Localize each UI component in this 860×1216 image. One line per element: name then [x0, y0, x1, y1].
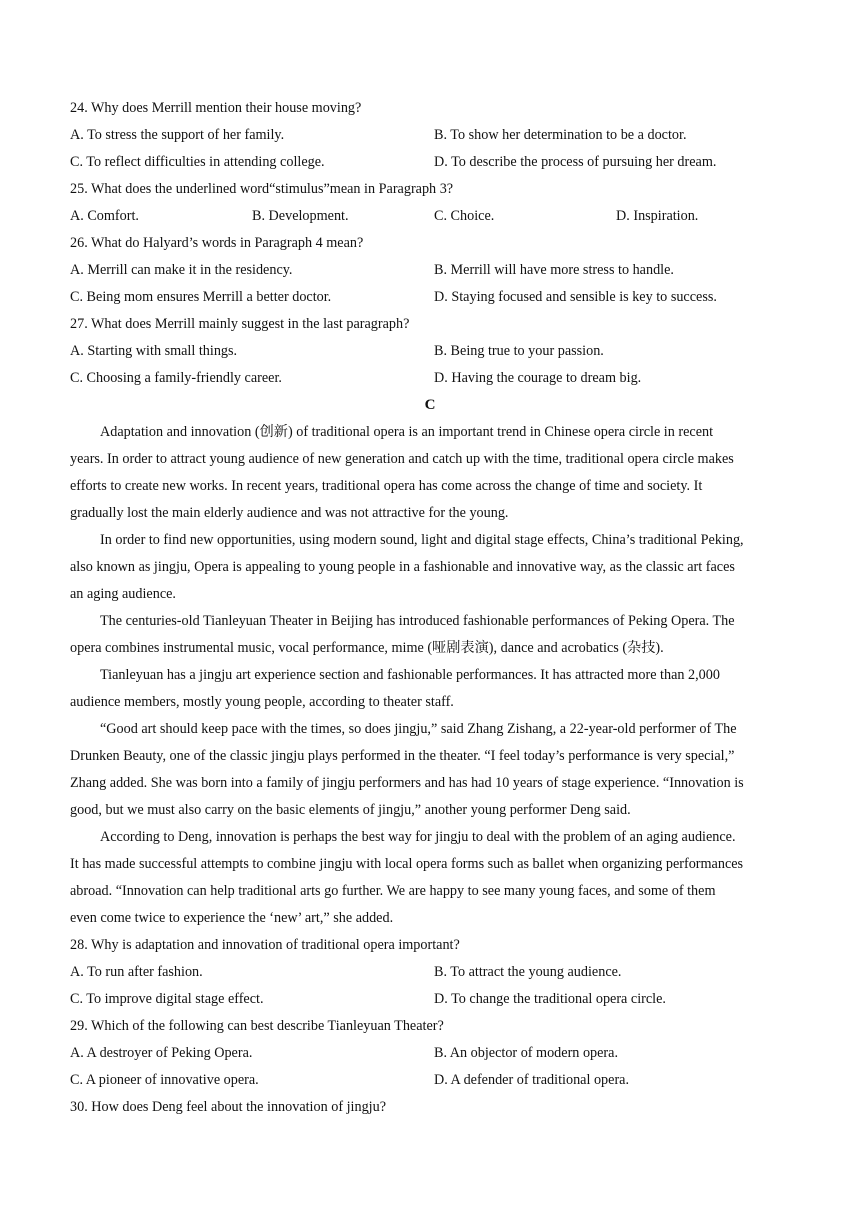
option-25d: D. Inspiration.	[616, 208, 699, 224]
option-28d: D. To change the traditional opera circle.	[434, 991, 666, 1007]
option-29d: D. A defender of traditional opera.	[434, 1072, 630, 1088]
option-24a: A. To stress the support of her family.	[70, 127, 285, 143]
question-stem-24: 24. Why does Merrill mention their house moving?	[70, 100, 362, 116]
passage-line: Tianleyuan has a jingju art experience section and fashionable performances. It has attracted more than 2,000	[100, 667, 720, 683]
option-24d: D. To describe the process of pursuing her dream.	[434, 154, 717, 170]
passage-line: Drunken Beauty, one of the classic jingju plays performed in the theater. “I feel today’s performance is very special,”	[70, 748, 735, 764]
option-26c: C. Being mom ensures Merrill a better doctor.	[70, 289, 332, 305]
option-29a: A. A destroyer of Peking Opera.	[70, 1045, 253, 1061]
question-stem-30: 30. How does Deng feel about the innovation of jingju?	[70, 1099, 386, 1115]
passage-line: opera combines instrumental music, vocal performance, mime (哑剧表演), dance and acrobatics (杂技).	[70, 640, 664, 656]
option-26d: D. Staying focused and sensible is key to success.	[434, 289, 717, 305]
option-27d: D. Having the courage to dream big.	[434, 370, 642, 386]
passage-line: audience members, mostly young people, according to theater staff.	[70, 694, 454, 710]
section-heading: C	[424, 397, 436, 413]
passage-line: In order to find new opportunities, using modern sound, light and digital stage effects, China’s traditional Peking,	[100, 532, 744, 548]
question-stem-28: 28. Why is adaptation and innovation of traditional opera important?	[70, 937, 460, 953]
option-26a: A. Merrill can make it in the residency.	[70, 262, 293, 278]
option-29b: B. An objector of modern opera.	[434, 1045, 618, 1061]
question-stem-26: 26. What do Halyard’s words in Paragraph 4 mean?	[70, 235, 364, 251]
option-27a: A. Starting with small things.	[70, 343, 238, 359]
question-stem-25: 25. What does the underlined word“stimulus”mean in Paragraph 3?	[70, 181, 454, 197]
option-26b: B. Merrill will have more stress to handle.	[434, 262, 674, 278]
passage-line: efforts to create new works. In recent years, traditional opera has come across the change of time and society. It	[70, 478, 703, 494]
passage-line: According to Deng, innovation is perhaps the best way for jingju to deal with the problem of an aging audience.	[100, 829, 736, 845]
question-stem-29: 29. Which of the following can best describe Tianleyuan Theater?	[70, 1018, 444, 1034]
option-28b: B. To attract the young audience.	[434, 964, 622, 980]
passage-line: an aging audience.	[70, 586, 176, 602]
passage-line: even come twice to experience the ‘new’ art,” she added.	[70, 910, 394, 926]
question-stem-27: 27. What does Merrill mainly suggest in the last paragraph?	[70, 316, 410, 332]
option-25c: C. Choice.	[434, 208, 495, 224]
option-25b: B. Development.	[252, 208, 349, 224]
passage-line: good, but we must also carry on the basic elements of jingju,” another young performer Deng said.	[70, 802, 631, 818]
passage-line: Adaptation and innovation (创新) of traditional opera is an important trend in Chinese opera circle in recent	[100, 424, 714, 440]
passage-line: Zhang added. She was born into a family of jingju performers and has had 10 years of stage experience. “Innovation is	[70, 775, 744, 791]
option-27b: B. Being true to your passion.	[434, 343, 604, 359]
passage-line: The centuries-old Tianleyuan Theater in Beijing has introduced fashionable performances of Peking Opera. The	[100, 613, 735, 629]
option-24b: B. To show her determination to be a doctor.	[434, 127, 687, 143]
option-25a: A. Comfort.	[70, 208, 139, 224]
passage-line: It has made successful attempts to combine jingju with local opera forms such as ballet when organizing performances	[70, 856, 744, 872]
option-27c: C. Choosing a family-friendly career.	[70, 370, 282, 386]
passage-line: also known as jingju, Opera is appealing to young people in a fashionable and innovative way, as the classic art faces	[70, 559, 735, 575]
passage-line: gradually lost the main elderly audience and was not attractive for the young.	[70, 505, 509, 521]
option-28a: A. To run after fashion.	[70, 964, 203, 980]
option-29c: C. A pioneer of innovative opera.	[70, 1072, 259, 1088]
passage-line: years. In order to attract young audience of new generation and catch up with the time, traditional opera circle makes	[70, 451, 734, 467]
option-28c: C. To improve digital stage effect.	[70, 991, 264, 1007]
option-24c: C. To reflect difficulties in attending college.	[70, 154, 325, 170]
passage-line: abroad. “Innovation can help traditional arts go further. We are happy to see many young faces, and some of them	[70, 883, 716, 899]
passage-line: “Good art should keep pace with the times, so does jingju,” said Zhang Zishang, a 22-year-old performer of The	[100, 721, 737, 737]
